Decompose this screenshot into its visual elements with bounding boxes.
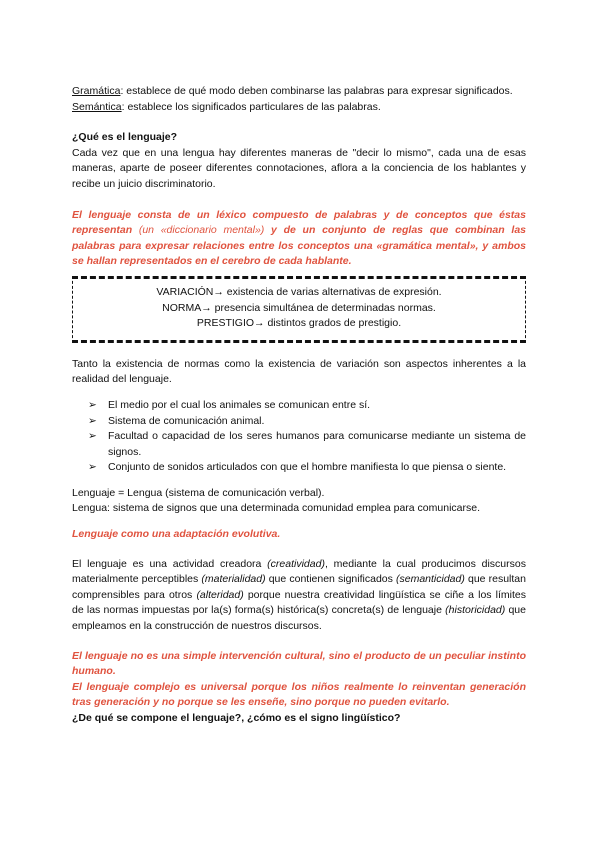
- highlight-instinto: El lenguaje no es una simple intervención cultural, sino el producto de un peculiar instinto humano.: [72, 649, 526, 678]
- highlight-lexico-part2: (un «diccionario mental»): [138, 224, 265, 237]
- concepts-box: [72, 276, 526, 343]
- actividad-paragraph: El lenguaje es una actividad creadora (creatividad), mediante la cual producimos discursos materialmente perceptibles (materialidad) que contienen significados (semanticidad) que resultan comprensibles para otros (alteridad) porque nuestra creatividad lingüística se ciñe a los límites de las normas impuestas por la(s) forma(s) histórica(s) concreta(s) de lenguaje (historicidad) que empleamos en la construcción de nuestros discursos.: [72, 557, 526, 633]
- definitions-list: [72, 398, 526, 476]
- highlight-lexico-part1: El lenguaje consta de un léxico compuesto de palabras y de conceptos que éstas representan: [72, 208, 526, 237]
- variacion-line: VARIACIÓN→ existencia de varias alternativas de expresión.: [156, 285, 442, 298]
- gramatica-text: : establece de qué modo deben combinarse las palabras para expresar significados.: [120, 85, 513, 97]
- highlight-lexico-part3: y de un conjunto de reglas que combinan las palabras para expresar relaciones entre los conceptos una «gramática mental», y ambos se hallan representados en el cerebro de cada hablante.: [72, 224, 526, 268]
- list-item: ➢ Conjunto de sonidos articulados con que el hombre manifiesta lo que piensa o siente.: [88, 461, 507, 474]
- semantica-text: : establece los significados particulares de las palabras.: [121, 100, 381, 113]
- adaptacion-heading: Lenguaje como una adaptación evolutiva.: [72, 528, 281, 541]
- list-item: ➢ El medio por el cual los animales se comunican entre sí.: [88, 398, 371, 411]
- que-es-paragraph: Cada vez que en una lengua hay diferentes maneras de "decir lo mismo", cada una de esas maneras, aparte de poseer diferentes connotaciones, aflora a la conciencia de los hablantes y recibe un juicio discriminatorio.: [72, 146, 526, 190]
- highlight-universal: El lenguaje complejo es universal porque los niños realmente lo reinventan generación tras generación y no porque se les enseñe, sino porque no pueden evitarlo.: [72, 680, 526, 709]
- prestigio-line: PRESTIGIO→ distintos grados de prestigio.: [196, 317, 402, 330]
- document-page: [72, 84, 526, 727]
- que-es-heading: ¿Qué es el lenguaje?: [72, 131, 178, 144]
- gramatica-definition: [72, 84, 526, 100]
- semantica-term: Semántica: [72, 100, 122, 113]
- list-item: ➢ Sistema de comunicación animal.: [88, 414, 265, 427]
- gramatica-term: Gramática: [72, 85, 121, 97]
- lengua-definition: Lengua: sistema de signos que una determinada comunidad emplea para comunicarse.: [72, 502, 481, 515]
- lenguaje-definition: Lenguaje = Lengua (sistema de comunicación verbal).: [72, 486, 325, 499]
- final-heading: ¿De qué se compone el lenguaje?, ¿cómo es el signo lingüístico?: [72, 712, 401, 724]
- normas-paragraph: Tanto la existencia de normas como la existencia de variación son aspectos inherentes a la realidad del lenguaje.: [72, 357, 526, 386]
- list-item: ➢ Facultad o capacidad de los seres humanos para comunicarse mediante un sistema de signos.: [88, 430, 526, 458]
- highlight-lexico: [72, 208, 526, 270]
- semantica-definition: [72, 100, 526, 116]
- norma-line: NORMA→ presencia simultánea de determinadas normas.: [162, 301, 436, 314]
